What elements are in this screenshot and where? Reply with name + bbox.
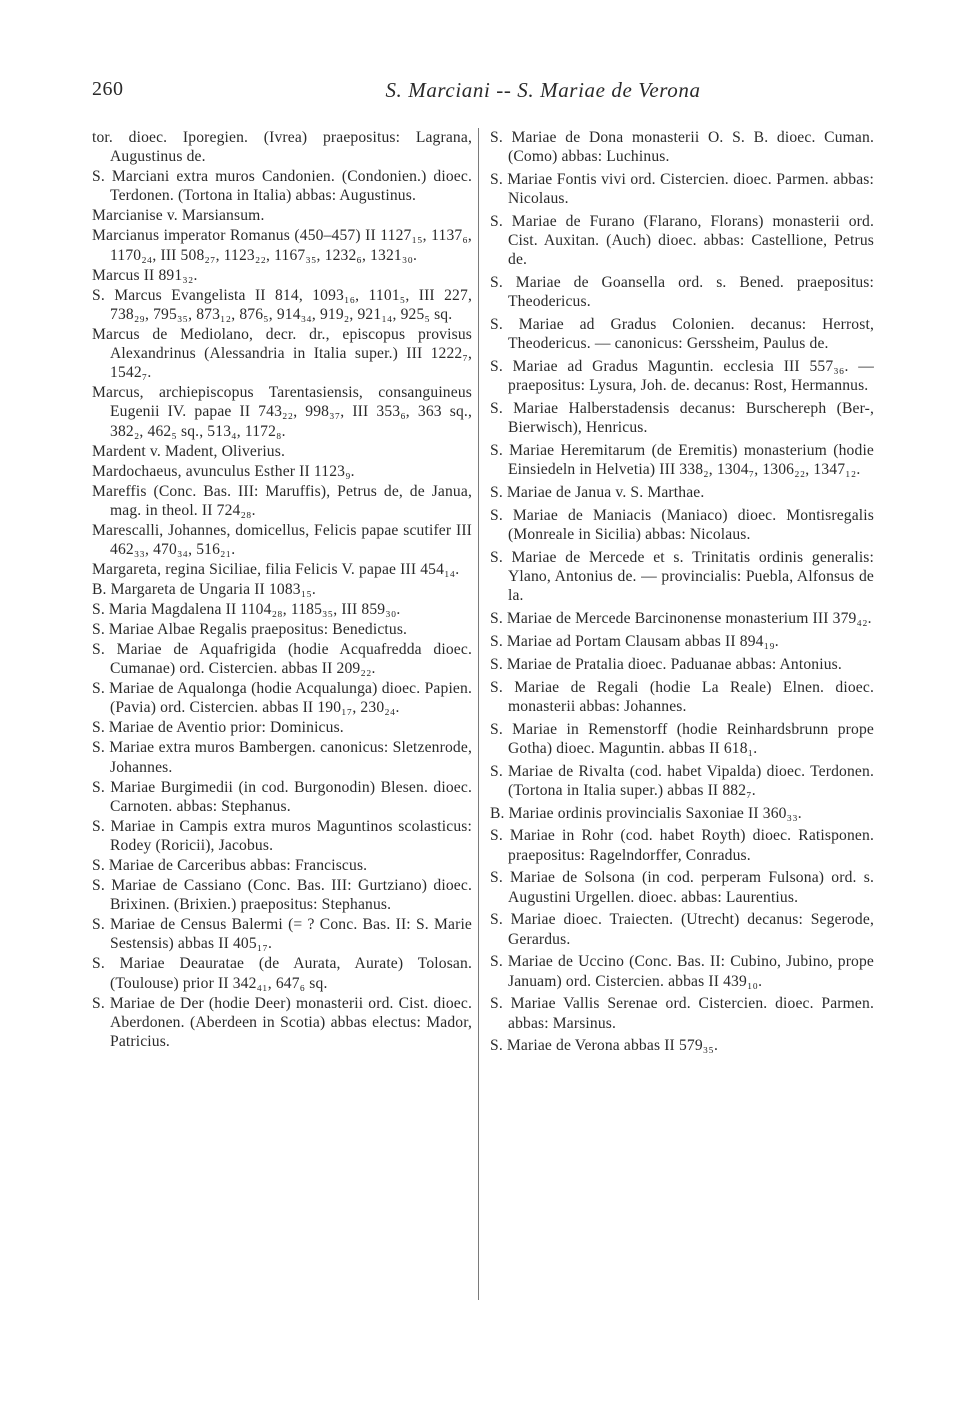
page-number: 260 (92, 78, 124, 100)
index-entry: Marescalli, Johannes, domicellus, Felicis papae scutifer III 462₃₃, 470₃₄, 516₂₁. (92, 521, 472, 559)
index-entry: S. Mariae de Verona abbas II 579₃₅. (490, 1037, 719, 1055)
index-entry: Marcianise v. Marsiansum. (92, 207, 265, 225)
index-entry: S. Mariae Halberstadensis decanus: Burschereph (Ber-, Bierwisch), Henricus. (490, 400, 874, 437)
index-entry: S. Marcus Evangelista II 814, 1093₁₆, 1101₅, III 227, 738₂₉, 795₃₅, 873₁₂, 876₅, 914₃₄, 919₂, 921₁₄, 925₅ sq. (92, 286, 472, 323)
index-entry: S. Mariae de Cassiano (Conc. Bas. III: Gurtziano) dioec. Brixinen. (Brixien.) praepositus: Stephanus. (92, 877, 472, 914)
index-entry: S. Mariae de Janua v. S. Marthae. (490, 484, 705, 502)
index-entry: S. Mariae extra muros Bambergen. canonicus: Sletzenrode, Johannes. (92, 739, 472, 776)
index-entry: S. Mariae de Goansella ord. s. Bened. praepositus: Theodericus. (490, 274, 874, 311)
index-entry: S. Mariae de Aqualonga (hodie Acqualunga) dioec. Papien. (Pavia) ord. Cistercien. abbas II 190₁₇, 230₂₄. (92, 680, 472, 717)
index-entry: S. Mariae de Rivalta (cod. habet Vipalda) dioec. Terdonen. (Tortona in Italia super.) abbas II 882₇. (490, 762, 874, 799)
index-entry: S. Mariae Heremitarum (de Eremitis) monasterium (hodie Einsiedeln in Helvetia) III 338₂, 1304₇, 1306₂₂, 1347₁₂. (490, 442, 874, 479)
index-entry: Mardent v. Madent, Oliverius. (92, 442, 286, 460)
index-entry: S. Mariae de Furano (Flarano, Florans) monasterii ord. Cist. Auxitan. (Auch) dioec. abbas: Castellione, Petrus de. (490, 213, 874, 269)
index-entry: S. Mariae in Rohr (cod. habet Royth) dioec. Ratisponen. praepositus: Ragelndorffer, Conradus. (490, 827, 874, 864)
index-entry: S. Mariae dioec. Traiecten. (Utrecht) decanus: Segerode, Gerardus. (490, 911, 874, 948)
index-entry: S. Mariae de Mercede Barcinonense monasterium III 379₄₂. (490, 610, 872, 628)
index-entry: S. Mariae de Mercede et s. Trinitatis ordinis generalis: Ylano, Antonius de. — provincialis: Puebla, Alfonsus de la. (490, 549, 874, 605)
index-entry: S. Mariae de Uccino (Conc. Bas. II: Cubino, Jubino, prope Januam) ord. Cistercien. abbas II 439₁₀. (490, 953, 874, 990)
page-header (92, 78, 874, 108)
index-entry: S. Mariae de Solsona (in cod. perperam Fulsona) ord. s. Augustini Urgellen. dioec. abbas: Laurentius. (490, 869, 874, 906)
running-title: S. Marciani -- S. Mariae de Verona (385, 78, 701, 102)
index-entry: S. Mariae ad Gradus Maguntin. ecclesia III 557₃₆. — praepositus: Lysura, Joh. de. decanus: Rost, Hermannus. (490, 358, 874, 395)
index-entry: S. Mariae de Dona monasterii O. S. B. dioec. Cuman. (Como) abbas: Luchinus. (490, 129, 874, 166)
index-entry: S. Mariae de Regali (hodie La Reale) Elnen. dioec. monasterii abbas: Johannes. (490, 678, 874, 715)
index-entry: S. Mariae de Aventio prior: Dominicus. (92, 719, 344, 737)
index-entry: B. Mariae ordinis provincialis Saxoniae II 360₃₃. (490, 804, 802, 822)
index-entry: S. Mariae de Maniacis (Maniaco) dioec. Montisregalis (Monreale in Sicilia) abbas: Nicolaus. (490, 507, 874, 544)
index-entry: S. Mariae de Carceribus abbas: Franciscus. (92, 857, 368, 875)
index-entry: S. Maria Magdalena II 1104₂₈, 1185₃₅, III 859₃₀. (92, 601, 401, 619)
index-entry: Marcus de Mediolano, decr. dr., episcopus provisus Alexandrinus (Alessandria in Italia super.) III 1222₇, 1542₇. (92, 325, 472, 382)
index-entry: Mardochaeus, avunculus Esther II 1123₉. (92, 462, 355, 480)
index-entry: Marcus II 891₃₂. (92, 266, 198, 284)
index-entry: Mareffis (Conc. Bas. III: Maruffis), Petrus de, de Janua, mag. in theol. II 724₂₈. (92, 482, 472, 519)
index-entry: Marcianus imperator Romanus (450–457) II 1127₁₅, 1137₆, 1170₂₄, III 508₂₇, 1123₂₂, 1167₃₅, 1232₆, 1321₃₀. (92, 227, 472, 264)
index-entry: Margareta, regina Siciliae, filia Felicis V. papae III 454₁₄. (92, 561, 460, 579)
index-entry: S. Mariae de Census Balermi (= ? Conc. Bas. II: S. Marie Sestensis) abbas II 405₁₇. (92, 916, 472, 953)
index-entry: S. Mariae de Pratalia dioec. Paduanae abbas: Antonius. (490, 655, 842, 673)
index-entry: S. Mariae de Der (hodie Deer) monasterii ord. Cist. dioec. Aberdonen. (Aberdeen in Scotia) abbas electus: Mador, Patricius. (92, 994, 472, 1051)
index-entry: tor. dioec. Iporegien. (Ivrea) praepositus: Lagrana, Augustinus de. (92, 129, 472, 166)
index-entry: S. Mariae Fontis vivi ord. Cistercien. dioec. Parmen. abbas: Nicolaus. (490, 171, 874, 208)
column-divider (478, 128, 479, 1300)
index-entry: S. Mariae Burgimedii (in cod. Burgonodin) Blesen. dioec. Carnoten. abbas: Stephanus. (92, 778, 472, 815)
index-entry: S. Mariae Vallis Serenae ord. Cistercien. dioec. Parmen. abbas: Marsinus. (490, 995, 874, 1032)
index-entry: S. Mariae in Remenstorff (hodie Reinhardsbrunn prope Gotha) dioec. Maguntin. abbas II 618₁. (490, 720, 874, 757)
index-entry: S. Mariae ad Gradus Colonien. decanus: Herrost, Theodericus. — canonicus: Gerssheim, Paulus de. (490, 316, 874, 353)
index-entry: S. Marciani extra muros Candonien. (Condonien.) dioec. Terdonen. (Tortona in Italia) abbas: Augustinus. (92, 168, 472, 205)
index-entry: S. Mariae in Campis extra muros Maguntinos scolasticus: Rodey (Roricii), Jacobus. (92, 817, 472, 855)
index-entry: S. Mariae de Aquafrigida (hodie Acquafredda dioec. Cumanae) ord. Cistercien. abbas II 209₂₂. (92, 641, 472, 678)
index-entry: S. Mariae ad Portam Clausam abbas II 894₁₉. (490, 633, 779, 650)
index-entry: B. Margareta de Ungaria II 1083₁₅. (92, 581, 316, 599)
index-entry: S. Mariae Deauratae (de Aurata, Aurate) Tolosan. (Toulouse) prior II 342₄₁, 647₆ sq. (92, 955, 472, 992)
index-column-left (92, 128, 472, 1052)
index-column-right (490, 128, 874, 1059)
index-entry: Marcus, archiepiscopus Tarentasiensis, consanguineus Eugenii IV. papae II 743₂₂, 998₃₇, III 353₆, 363 sq., 382₂, 462₅ sq., 513₄, 1172₈. (92, 384, 472, 440)
index-entry: S. Mariae Albae Regalis praepositus: Benedictus. (92, 621, 408, 639)
